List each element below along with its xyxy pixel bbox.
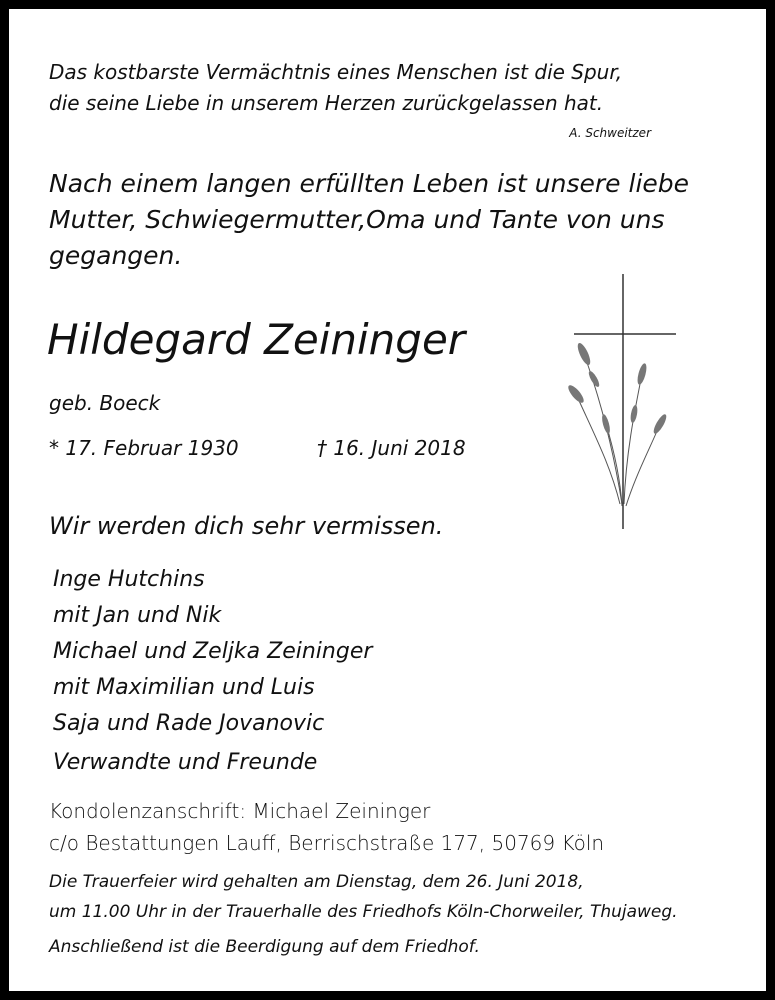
mourner-line: Saja und Rade Jovanovic — [53, 711, 325, 736]
service-line: um 11.00 Uhr in der Trauerhalle des Friedhofs Köln-Chorweiler, Thujaweg. — [49, 902, 678, 922]
mourner-line: Verwandte und Freunde — [53, 750, 318, 775]
funeral-service-info — [49, 867, 678, 927]
mourners-list — [53, 562, 372, 781]
mourner-line: Inge Hutchins — [53, 567, 205, 592]
quote-line: Das kostbarste Vermächtnis eines Menschen ist die Spur, — [49, 60, 623, 84]
burial-note: Anschließend ist die Beerdigung auf dem Friedhof. — [49, 937, 480, 957]
quote-author: A. Schweitzer — [569, 126, 651, 140]
mourner-line: mit Jan und Nik — [53, 603, 222, 628]
address-line: c/o Bestattungen Lauff, Berrischstraße 177, 50769 Köln — [49, 831, 605, 855]
intro-line: Mutter, Schwiegermutter,Oma und Tante von uns — [49, 205, 665, 234]
address-line: Kondolenzanschrift: Michael Zeininger — [49, 799, 431, 823]
condolence-address — [49, 795, 604, 859]
intro-text — [49, 166, 689, 274]
maiden-name: geb. Boeck — [49, 391, 161, 415]
mourner-line: mit Maximilian und Luis — [53, 675, 315, 700]
cross-with-wheat-icon — [564, 274, 684, 534]
farewell-line: Wir werden dich sehr vermissen. — [49, 512, 444, 540]
deceased-name: Hildegard Zeininger — [47, 315, 466, 364]
intro-line: Nach einem langen erfüllten Leben ist unsere liebe — [49, 169, 690, 198]
service-line: Die Trauerfeier wird gehalten am Dienstag, dem 26. Juni 2018, — [49, 872, 584, 892]
quote — [49, 57, 622, 119]
quote-line: die seine Liebe in unserem Herzen zurückgelassen hat. — [49, 91, 604, 115]
birth-date: * 17. Februar 1930 — [49, 436, 239, 460]
mourner-line: Michael und Zeljka Zeininger — [53, 639, 373, 664]
death-date: † 16. Juni 2018 — [317, 436, 466, 460]
intro-line: gegangen. — [49, 241, 183, 270]
